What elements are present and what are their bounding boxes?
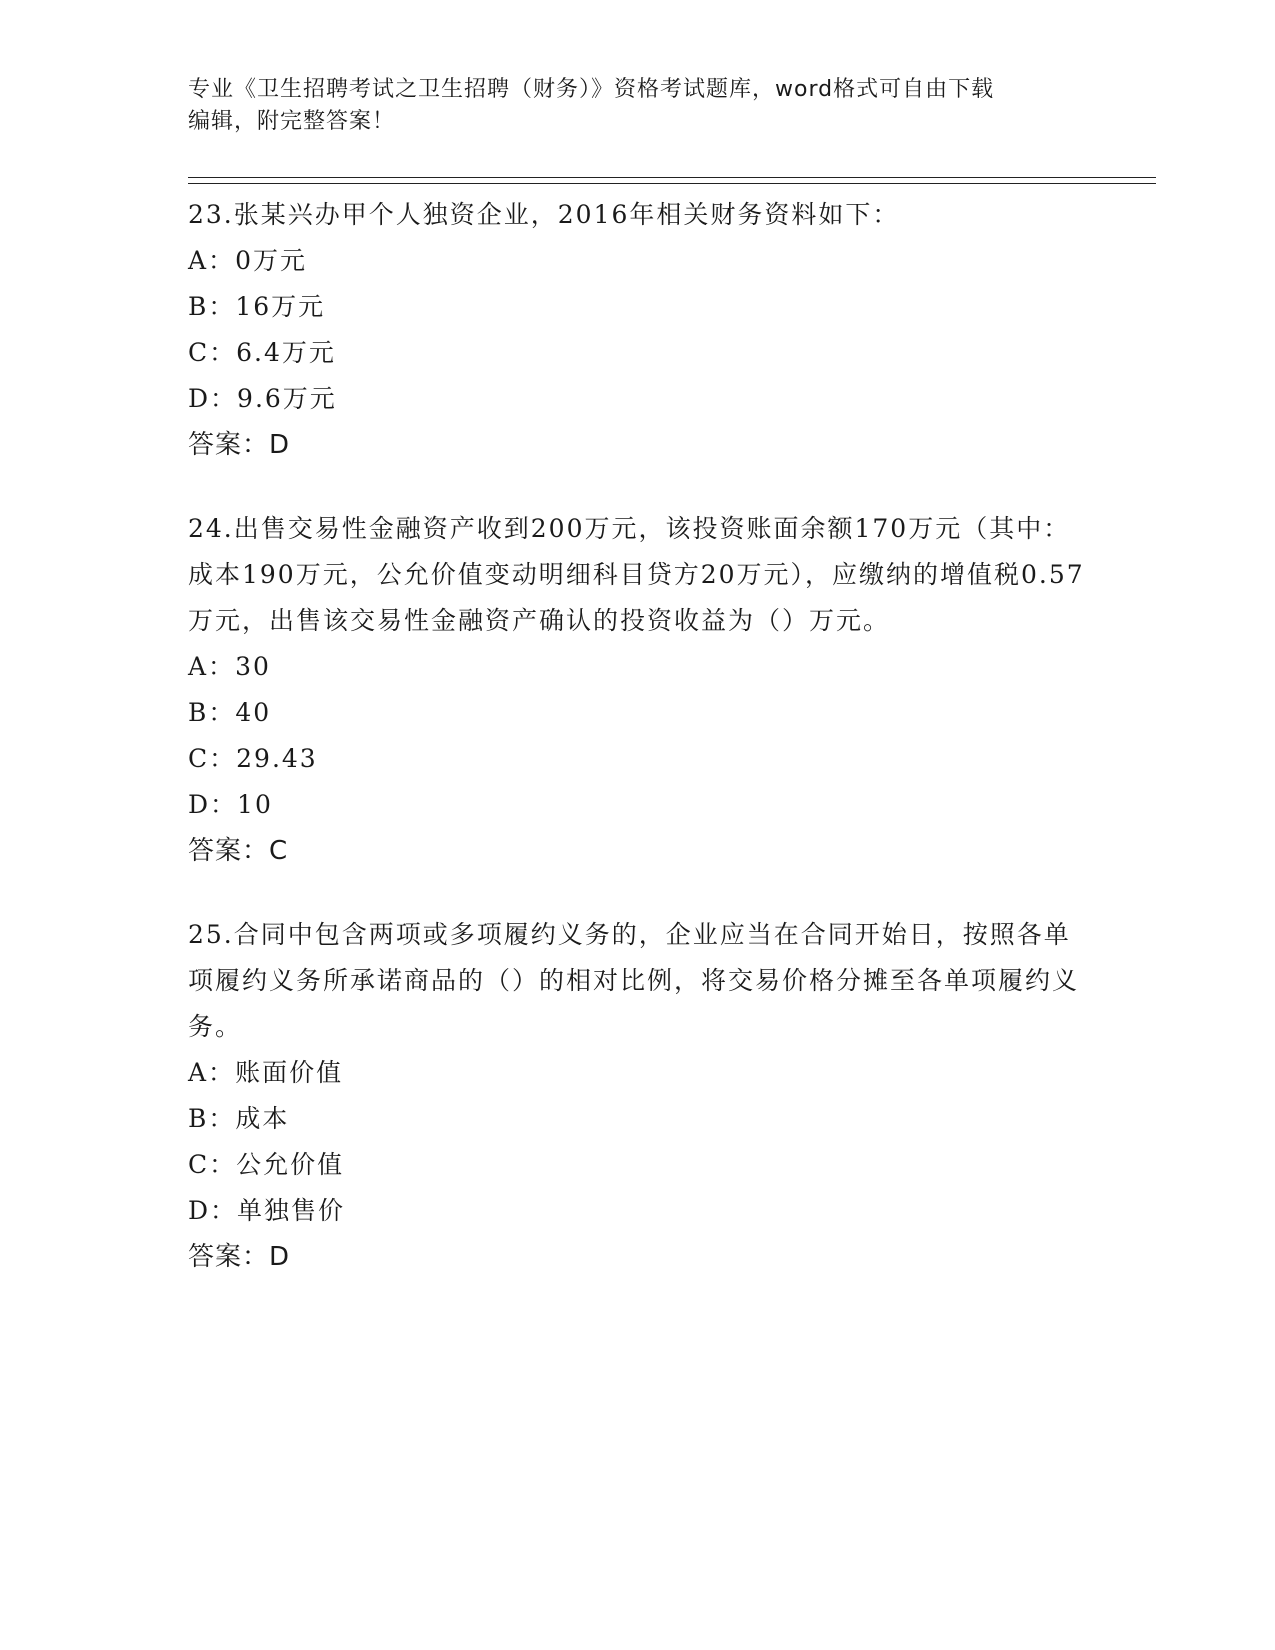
header-line-1: 专业《卫生招聘考试之卫生招聘（财务）》资格考试题库，word格式可自由下载 — [188, 77, 995, 102]
header-line-2: 编辑，附完整答案！ — [188, 109, 396, 134]
question-text: 23.张某兴办甲个人独资企业，2016年相关财务资料如下： — [188, 200, 900, 229]
option-text: 账面价值 — [235, 1058, 344, 1087]
answer-label: 答案：D — [188, 1242, 291, 1272]
option-d — [188, 782, 1088, 828]
option-key: B： — [188, 698, 236, 727]
option-c — [188, 1142, 1088, 1188]
header-divider-top — [188, 177, 1156, 178]
option-key: A： — [188, 1058, 236, 1087]
option-text: 29.43 — [236, 744, 318, 773]
option-b — [188, 1096, 1088, 1142]
header-divider-bottom — [188, 183, 1156, 184]
option-key: C： — [188, 338, 237, 367]
option-key: B： — [188, 292, 236, 321]
option-key: C： — [188, 744, 237, 773]
option-d — [188, 376, 1088, 422]
question-list — [188, 192, 1088, 1318]
option-b — [188, 690, 1088, 736]
option-a — [188, 644, 1088, 690]
answer-label: 答案：D — [188, 430, 291, 460]
option-text: 0万元 — [235, 246, 307, 275]
option-a — [188, 1050, 1088, 1096]
answer-label: 答案：C — [188, 836, 289, 866]
option-text: 30 — [235, 652, 271, 681]
option-text: 10 — [237, 790, 273, 819]
question-25 — [188, 912, 1088, 1280]
question-24 — [188, 506, 1088, 874]
option-d — [188, 1188, 1088, 1234]
option-c — [188, 330, 1088, 376]
option-key: B： — [188, 1104, 236, 1133]
option-b — [188, 284, 1088, 330]
question-text: 24.出售交易性金融资产收到200万元，该投资账面余额170万元（其中：成本190万元，公允价值变动明细科目贷方20万元），应缴纳的增值税0.57万元，出售该交易性金融资产确认的投资收益为（）万元。 — [188, 514, 1085, 635]
option-text: 6.4万元 — [236, 338, 336, 367]
option-text: 单独售价 — [237, 1196, 346, 1225]
option-text: 40 — [235, 698, 272, 727]
option-key: A： — [188, 652, 236, 681]
question-text: 25.合同中包含两项或多项履约义务的，企业应当在合同开始日，按照各单项履约义务所承诺商品的（）的相对比例，将交易价格分摊至各单项履约义务。 — [188, 920, 1080, 1041]
option-text: 公允价值 — [236, 1150, 345, 1179]
option-text: 9.6万元 — [237, 384, 337, 413]
option-text: 16万元 — [235, 292, 326, 321]
option-c — [188, 736, 1088, 782]
option-a — [188, 238, 1088, 284]
document-header — [188, 74, 1088, 138]
option-key: D： — [188, 1196, 238, 1225]
option-key: D： — [188, 790, 238, 819]
option-text: 成本 — [235, 1104, 290, 1133]
question-23 — [188, 192, 1088, 468]
option-key: D： — [188, 384, 238, 413]
option-key: C： — [188, 1150, 237, 1179]
option-key: A： — [188, 246, 236, 275]
